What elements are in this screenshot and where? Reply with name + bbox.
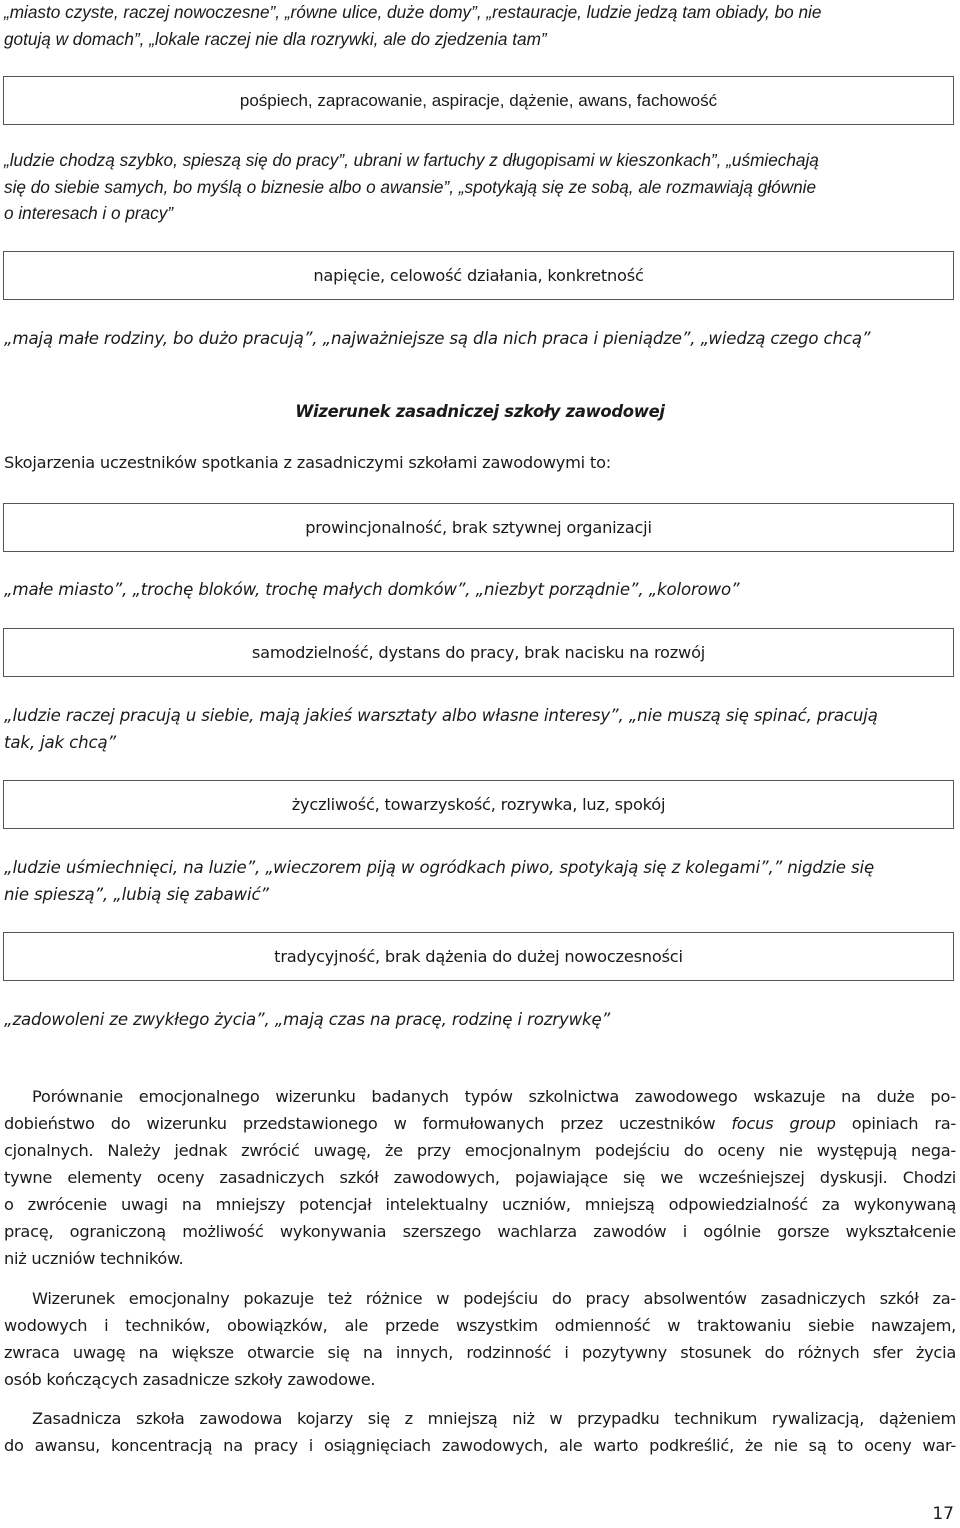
quote-own-business (4, 703, 958, 756)
quote-small-town (4, 577, 958, 604)
quote-line: „małe miasto”, „trochę bloków, trochę małych domków”, „niezbyt porządnie”, „kolorowo” (4, 580, 740, 599)
association-box-friendliness (3, 780, 954, 829)
paragraph-line: o zwrócenie uwagi na mniejszy potencjał intelektualny uczniów, mniejszą odpowiedzialność za wykonywaną (4, 1195, 956, 1214)
emphasis-focus-group: focus group (731, 1114, 836, 1133)
association-text: napięcie, celowość działania, konkretność (313, 266, 644, 285)
paragraph-line (4, 1110, 956, 1137)
paragraph-line: Porównanie emocjonalnego wizerunku badanych typów szkolnictwa zawodowego wskazuje na duże po- (32, 1087, 956, 1106)
body-paragraph-3 (4, 1405, 956, 1459)
body-paragraph-2 (4, 1285, 956, 1393)
quote-smiling-people (4, 855, 958, 908)
association-box-provincial (3, 503, 954, 552)
association-text: samodzielność, dystans do pracy, brak nacisku na rozwój (251, 643, 706, 662)
association-text: życzliwość, towarzyskość, rozrywka, luz, spokój (291, 795, 666, 814)
paragraph-line: osób kończących zasadnicze szkoły zawodowe. (4, 1370, 376, 1389)
paragraph-line: wodowych i techników, obowiązków, ale przede wszystkim odmienność w traktowaniu siebie nawzajem, (4, 1316, 956, 1335)
association-text: prowincjonalność, brak sztywnej organizacji (305, 518, 652, 537)
quote-line: „ludzie raczej pracują u siebie, mają jakieś warsztaty albo własne interesy”, „nie muszą się spinać, pracują (4, 706, 878, 725)
association-box-independence (3, 628, 954, 677)
paragraph-line: cjonalnych. Należy jednak zwrócić uwagę, że przy emocjonalnym podejściu do oceny nie występują nega- (4, 1141, 956, 1160)
association-box-technicians (3, 76, 954, 125)
section-intro: Skojarzenia uczestników spotkania z zasadniczymi szkołami zawodowymi to: (4, 453, 612, 472)
quote-line: się do siebie samych, bo myślą o biznesie albo o awansie”, „spotykają się ze sobą, ale rozmawiają głównie (4, 176, 817, 197)
association-text: tradycyjność, brak dążenia do dużej nowoczesności (274, 947, 683, 966)
paragraph-fragment: opiniach ra- (835, 1114, 956, 1133)
quote-city-description (4, 0, 958, 52)
quote-line: „ludzie uśmiechnięci, na luzie”, „wieczorem piją w ogródkach piwo, spotykają się z kolegami”,” nigdzie się (4, 858, 875, 877)
quote-line: tak, jak chcą” (4, 732, 116, 752)
quote-line: „zadowoleni ze zwykłego życia”, „mają czas na pracę, rodzinę i rozrywkę” (4, 1010, 611, 1029)
paragraph-line: zwraca uwagę na większe otwarcie się na innych, rodzinność i pozytywny stosunek do różnych sfer życia (4, 1343, 956, 1362)
section-heading: Wizerunek zasadniczej szkoły zawodowej (295, 402, 665, 421)
quote-line: gotują w domach”, „lokale raczej nie dla rozrywki, ale do zjedzenia tam” (4, 28, 547, 49)
paragraph-line: niż uczniów techników. (4, 1249, 184, 1268)
page-number: 17 (932, 1504, 954, 1524)
association-box-traditionalism (3, 932, 954, 981)
paragraph-line: pracę, ograniczoną możliwość wykonywania szerszego wachlarza zawodów i ogólnie gorsze wykształcenie (4, 1222, 956, 1241)
paragraph-line: do awansu, koncentracją na pracy i osiągnięciach zawodowych, ale warto podkreślić, że nie są to oceny war- (4, 1436, 956, 1455)
paragraph-line: Wizerunek emocjonalny pokazuje też różnice w podejściu do pracy absolwentów zasadniczych szkół za- (32, 1289, 956, 1308)
quote-content-with-life (4, 1007, 958, 1034)
quote-line: „ludzie chodzą szybko, spieszą się do pracy”, ubrani w fartuchy z długopisami w kieszonkach”, „uśmiechają (4, 150, 819, 170)
quote-line: „miasto czyste, raczej nowoczesne”, „równe ulice, duże domy”, „restauracje, ludzie jedzą tam obiady, bo nie (4, 2, 822, 22)
paragraph-line: tywne elementy oceny zasadniczych szkół zawodowych, pojawiające się we wcześniejszej dyskusji. Chodzi (4, 1168, 956, 1187)
quote-line: o interesach i o pracy” (4, 203, 174, 223)
paragraph-line: Zasadnicza szkoła zawodowa kojarzy się z mniejszą niż w przypadku technikum rywalizacją, dążeniem (32, 1409, 956, 1428)
association-box-tension (3, 251, 954, 300)
quote-line: „mają małe rodziny, bo dużo pracują”, „najważniejsze są dla nich praca i pieniądze”, „wiedzą czego chcą” (4, 329, 871, 348)
association-text: pośpiech, zapracowanie, aspiracje, dążenie, awans, fachowość (239, 90, 718, 110)
paragraph-fragment: dobieństwo do wizerunku przedstawionego w formułowanych przez uczestników (4, 1114, 732, 1133)
body-paragraph-1 (4, 1083, 956, 1272)
quote-people-description (4, 147, 958, 227)
quote-families (4, 326, 958, 353)
quote-line: nie spieszą”, „lubią się zabawić” (4, 884, 269, 904)
